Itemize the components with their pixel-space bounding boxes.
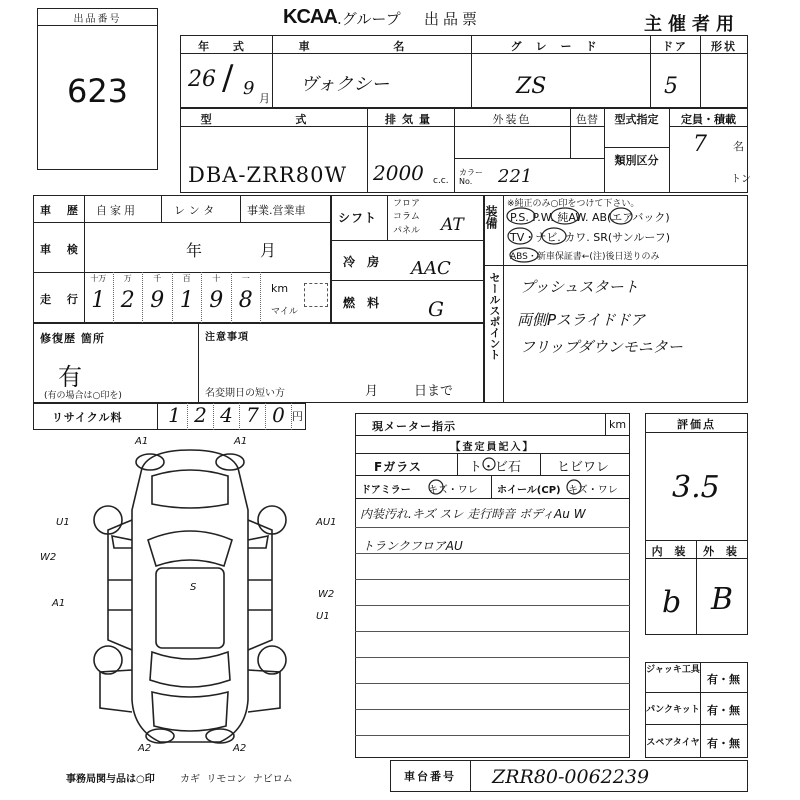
doors-value: 5 (664, 74, 678, 99)
shift-option-column: コラム (393, 212, 420, 222)
recycle-unit: 円 (292, 410, 303, 423)
remark-line (355, 735, 630, 736)
repair-note: (有の場合は○印を) (44, 391, 122, 401)
recycle-digit: 1 (162, 403, 188, 430)
remark-2: トランクフロアAU (362, 539, 463, 553)
remark-line (355, 683, 630, 684)
office-items: カギ リモコン ナビロム (180, 774, 293, 785)
accessory-spare-label: スペアタイヤ (646, 738, 700, 748)
accessory-jack-label: ジャッキ工具 (646, 665, 700, 675)
ton-unit: トン (731, 174, 751, 185)
year-slash: / (222, 58, 234, 98)
mileage-digit: 1 (179, 288, 194, 313)
remark-1: 内装汚れ.キズ スレ 走行時音 ボディAu W (360, 507, 586, 521)
header-group: .グループ (337, 10, 401, 28)
km-unit: km (271, 282, 289, 295)
mileage-digit: 9 (209, 288, 224, 313)
inspection-month-unit: 月 (260, 241, 277, 260)
mile-checkbox[interactable] (304, 283, 328, 307)
equipment-label: 装備 (484, 205, 498, 229)
color-change-label: 色替 (576, 113, 598, 126)
sales-point-1: プッシュスタート (520, 278, 639, 296)
shift-label: シフト (338, 211, 378, 225)
mark-u1-left: U1 (56, 517, 70, 528)
recycle-label: リサイクル料 (52, 411, 123, 424)
header-organizer: 主催者用 (644, 14, 740, 35)
type-designation-label: 型式指定 (614, 113, 659, 126)
accessory-spare-value: 有・無 (707, 737, 740, 750)
mileage-digit-cell (173, 272, 203, 323)
cc-unit: c.c. (433, 176, 449, 186)
equipment-line3: ABS・新車保証書←(注)後日送りのみ (510, 252, 660, 262)
shift-value: AT (441, 215, 464, 235)
displacement-label: 排気量 (385, 113, 436, 126)
glass-crack: ヒビワレ (557, 460, 610, 475)
grade-value: ZS (516, 74, 547, 99)
mileage-digit: 1 (91, 288, 106, 313)
remark-line (355, 579, 630, 580)
car-label: 車 名 (298, 40, 445, 53)
mileage-digit-label: 百 (182, 274, 191, 283)
mileage-digit: 9 (150, 288, 165, 313)
repair-label: 修復歴 箇所 (40, 332, 105, 345)
repair-value: 有 (58, 363, 82, 391)
color-code-label: カラーNo. (459, 168, 483, 186)
remark-line (355, 605, 630, 606)
color-code-value: 221 (498, 166, 533, 187)
name-change-month: 月 (365, 384, 379, 399)
mark-w2-left: W2 (40, 552, 57, 563)
chassis-value: ZRR80-0062239 (492, 766, 650, 788)
mileage-digit-label: 一 (241, 274, 250, 283)
header-brand: KCAA (283, 6, 337, 28)
grade-label: グレード (510, 40, 611, 53)
glass-label: Fガラス (374, 460, 422, 474)
mileage-digit-cell (143, 272, 173, 323)
year-label: 年 式 (198, 40, 254, 53)
name-change-day: 日まで (414, 384, 454, 399)
remark-line (355, 527, 630, 528)
displacement-value: 2000 (373, 161, 424, 185)
recycle-digit: 7 (240, 403, 266, 430)
mark-u1-right: U1 (316, 611, 330, 622)
notes-label: 注意事項 (205, 332, 249, 343)
inspection-year-unit: 年 (186, 241, 203, 260)
door-label: ドア (662, 40, 688, 53)
recycle-digit: 2 (188, 403, 214, 430)
mark-a1-left: A1 (52, 598, 66, 609)
year-value: 26 (188, 67, 216, 92)
capacity-label: 定員・積載 (681, 113, 736, 126)
mileage-digit-cell (232, 272, 262, 323)
fuel-value: G (428, 297, 444, 321)
mileage-digit-label: 十万 (90, 274, 107, 283)
accessory-puncture-value: 有・無 (707, 704, 740, 717)
mirror-options: キズ・ワレ (428, 485, 478, 496)
shift-option-floor: フロア (393, 199, 421, 209)
chassis-label: 車台番号 (404, 770, 456, 783)
mark-a2-rear-right: A2 (233, 743, 247, 754)
mark-a2-rear-left: A2 (138, 743, 152, 754)
office-note: 事務局関与品は○印 (66, 774, 155, 785)
equipment-circles (484, 195, 748, 265)
car-diagram (80, 440, 340, 760)
glass-options: ト・ビ石 (469, 460, 522, 475)
shape-label: 形状 (711, 40, 737, 53)
mark-w2-right: W2 (318, 589, 335, 600)
score-value: 3.5 (672, 470, 720, 505)
lot-label: 出品番号 (73, 14, 122, 25)
shift-option-panel: パネル (393, 226, 421, 236)
inspector-circles (355, 453, 630, 498)
capacity-unit: 名 (733, 140, 744, 153)
name-change-label: 名変期日の短い方 (205, 388, 285, 399)
mileage-digit-cell (114, 272, 144, 323)
mark-au1-right: AU1 (316, 517, 337, 528)
mileage-digit-cell (84, 272, 114, 323)
mirror-label: ドアミラー (361, 485, 411, 496)
wheel-options: キズ・ワレ (568, 485, 618, 496)
equipment-line1: P.S. P.W. 純AW. AB(エアバック) (510, 211, 670, 224)
model-value: DBA-ZRR80W (188, 163, 348, 187)
remark-line (355, 709, 630, 710)
mileage-digit-label: 万 (123, 274, 132, 283)
meter-label: 現メーター指示 (372, 420, 456, 433)
inspection-label: 車 検 (40, 243, 84, 256)
exterior-value: B (711, 582, 734, 617)
class-label: 類別区分 (614, 154, 659, 167)
accessory-jack-value: 有・無 (707, 673, 740, 686)
sales-point-2: 両側Pスライドドア (517, 311, 646, 329)
month-unit: 月 (259, 92, 270, 105)
mileage-digit-label: 千 (153, 274, 162, 283)
car-name-value: ヴォクシー (300, 74, 390, 95)
model-label: 型 式 (200, 113, 347, 126)
mileage-digit-cell (202, 272, 232, 323)
recycle-digit: 4 (214, 403, 240, 430)
lot-number: 623 (66, 72, 129, 110)
exterior-label: 外 装 (703, 545, 741, 558)
equipment-line2: TV・ナビ. カワ. SR(サンルーフ) (510, 231, 671, 244)
sales-point-3: フリップダウンモニター (520, 338, 683, 356)
wheel-label: ホイール(CP) (497, 485, 561, 496)
mark-s-roof: S (190, 582, 197, 593)
history-option-business: 事業.営業車 (247, 204, 306, 217)
remark-line (355, 631, 630, 632)
recycle-digit: 0 (266, 403, 292, 430)
mile-unit: マイル (271, 307, 298, 317)
mileage-digit: 2 (120, 288, 135, 313)
mileage-digit: 8 (238, 288, 253, 313)
interior-value: b (662, 585, 682, 620)
fuel-label: 燃 料 (343, 296, 384, 310)
history-option-rental: レンタ (174, 204, 219, 217)
inspector-title: 【査定員記入】 (450, 442, 535, 453)
header-sheet: 出品票 (424, 10, 482, 28)
remark-line (355, 657, 630, 658)
mileage-label: 走 行 (40, 293, 84, 306)
ac-value: AAC (411, 258, 451, 279)
ac-label: 冷 房 (343, 255, 384, 269)
accessory-puncture-label: パンクキット (646, 705, 700, 715)
history-option-private: 自家用 (96, 204, 138, 217)
capacity-value: 7 (693, 132, 707, 157)
score-label: 評価点 (677, 418, 716, 431)
history-label: 車 歴 (40, 204, 84, 217)
equipment-note: ※純正のみ○印をつけて下さい。 (507, 199, 640, 209)
mark-a1-front-left: A1 (135, 436, 149, 447)
mark-a1-front-right: A1 (234, 436, 248, 447)
mileage-digit-label: 十 (212, 274, 221, 283)
lot-divider (37, 25, 158, 26)
month-value: 9 (243, 78, 255, 99)
interior-label: 内 装 (651, 545, 690, 558)
sales-point-label: セールスポイント (488, 272, 501, 360)
meter-unit: km (609, 418, 627, 431)
exterior-color-label: 外装色 (492, 113, 532, 126)
